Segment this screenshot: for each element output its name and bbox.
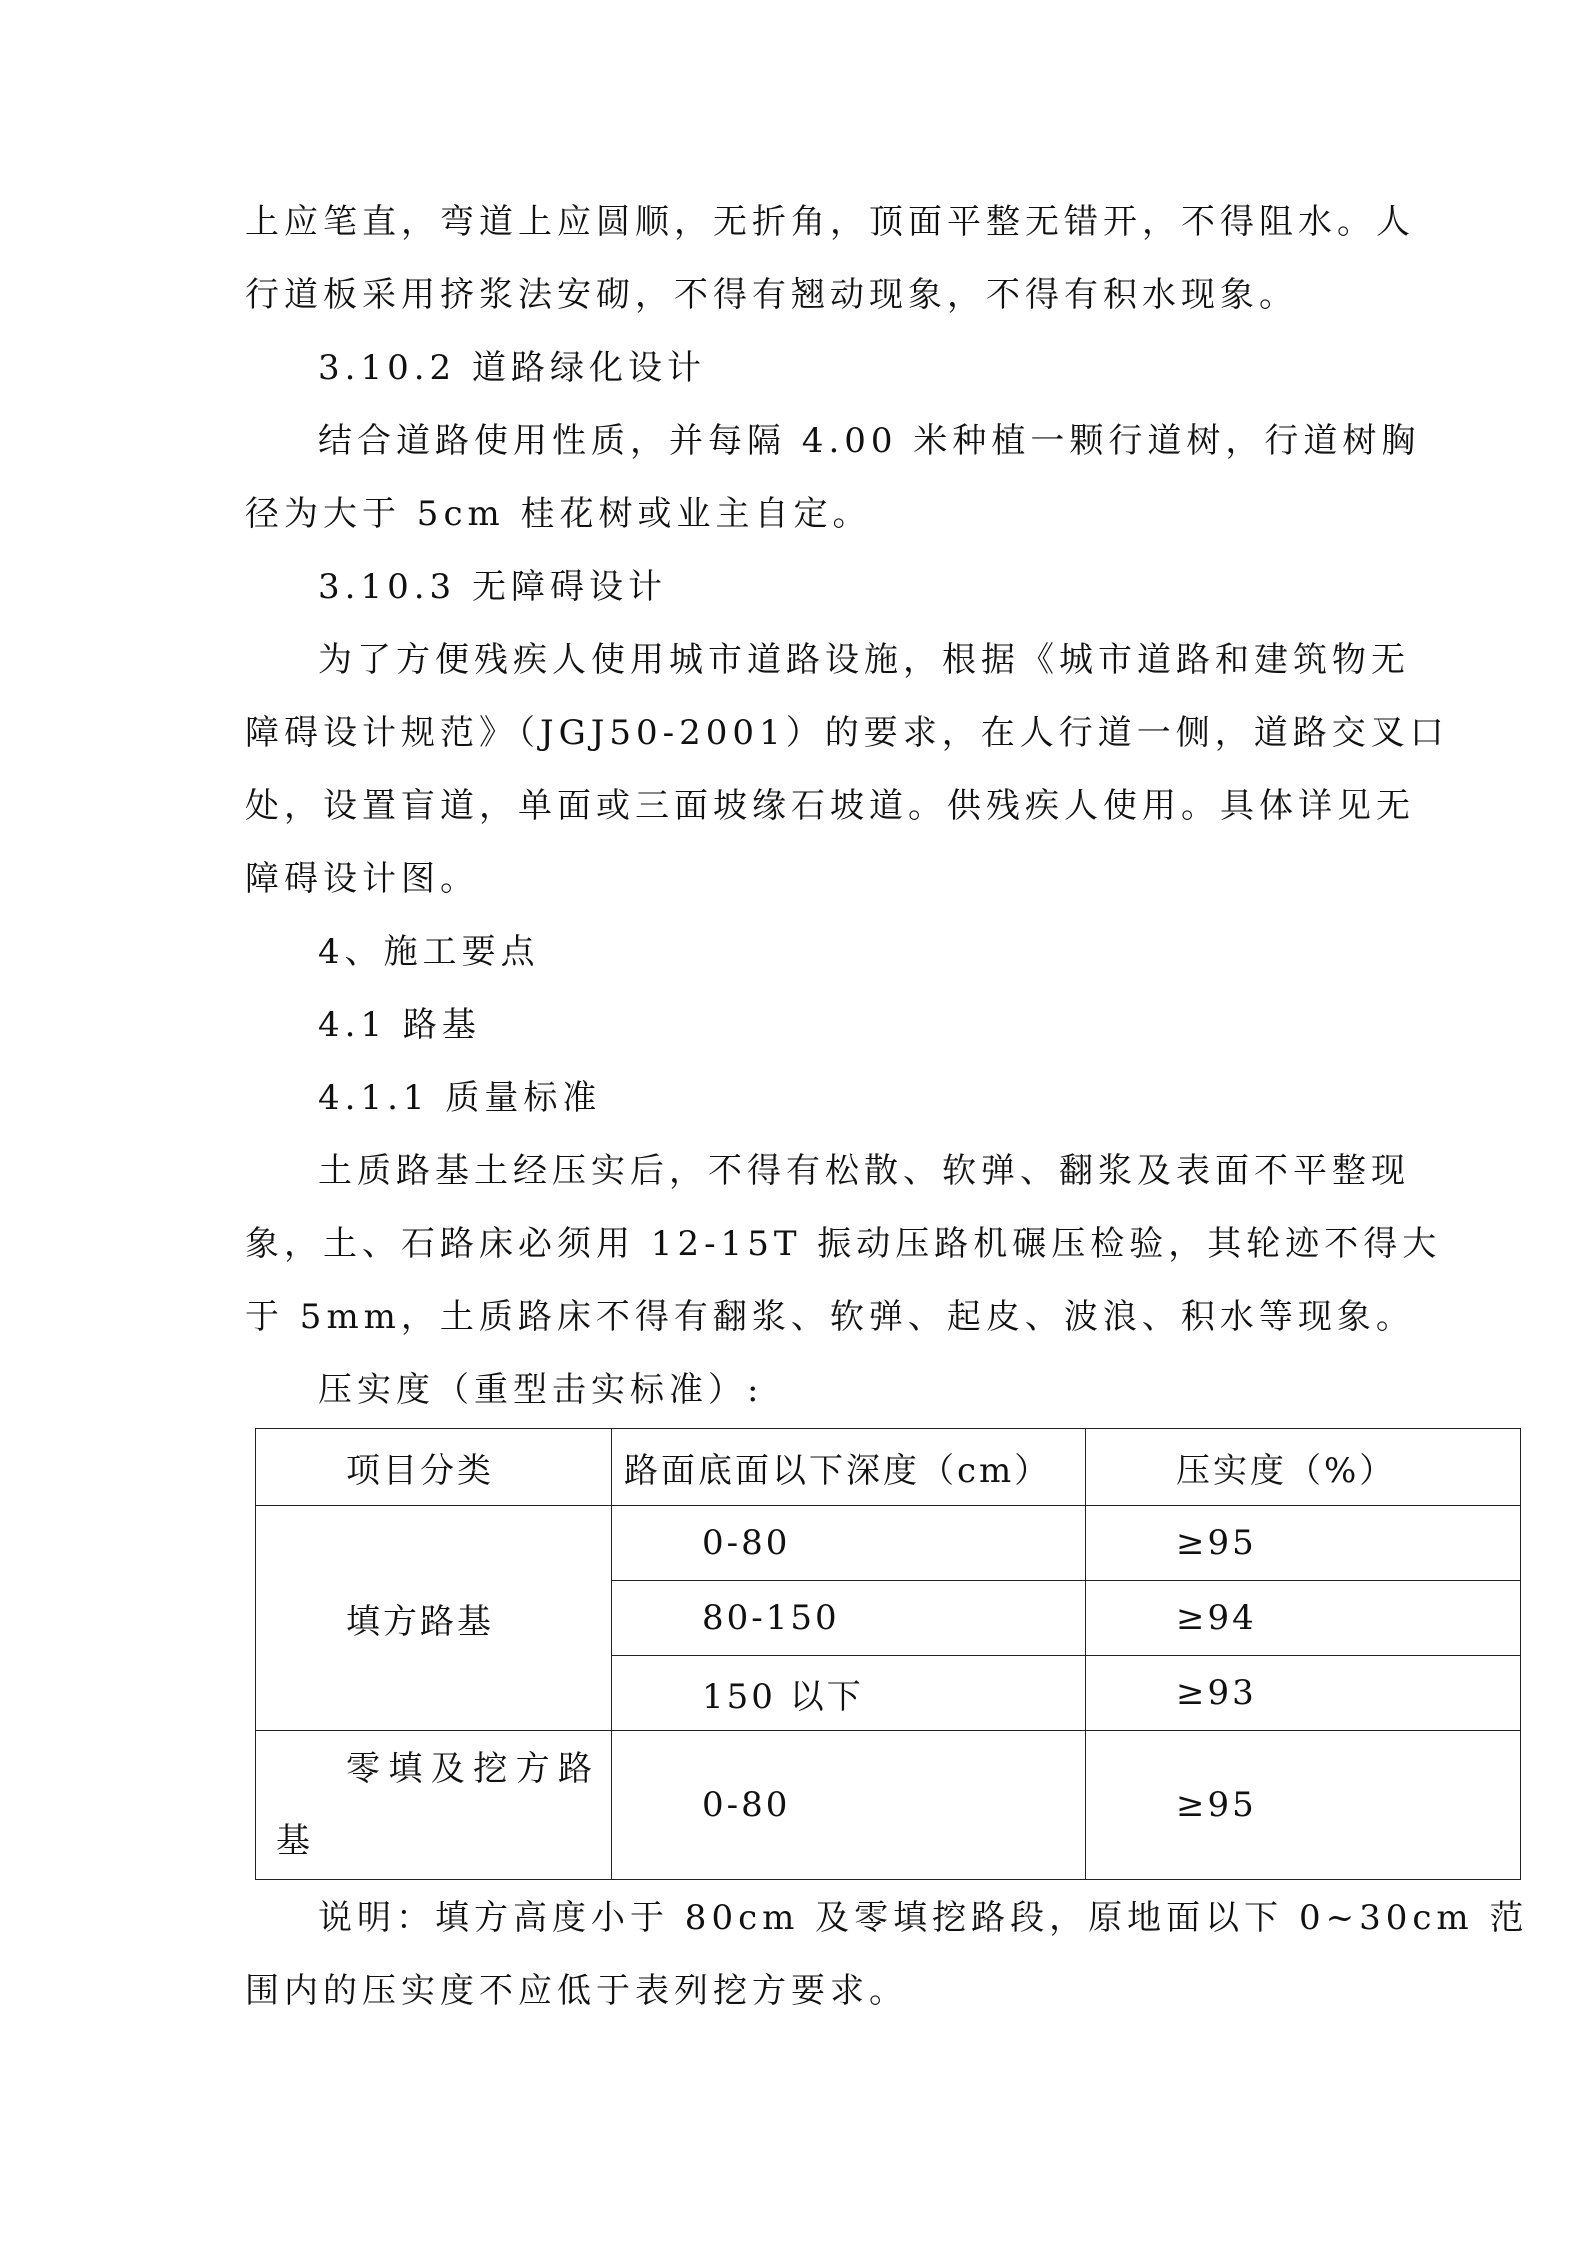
header-category: 项目分类 <box>256 1429 612 1506</box>
category-line-2: 基 <box>276 1821 313 1861</box>
category-fill-subgrade: 填方路基 <box>256 1506 612 1731</box>
compaction-cell: ≥93 <box>1086 1656 1521 1731</box>
table-header-row <box>256 1429 1521 1506</box>
body-text-line: 结合道路使用性质，并每隔 4.00 米种植一颗行道树，行道树胸 <box>318 421 1421 461</box>
table-caption: 压实度（重型击实标准）: <box>318 1370 764 1410</box>
body-text-line: 象，土、石路床必须用 12-15T 振动压路机碾压检验，其轮迹不得大 <box>245 1224 1442 1264</box>
body-text-line: 行道板采用挤浆法安砌，不得有翘动现象，不得有积水现象。 <box>245 275 1298 315</box>
body-text-line: 处，设置盲道，单面或三面坡缘石坡道。供残疾人使用。具体详见无 <box>245 786 1415 826</box>
category-zero-fill-cut-subgrade <box>256 1731 612 1880</box>
category-line-1: 零填及挖方路 <box>346 1749 595 1789</box>
section-heading-4: 4、施工要点 <box>318 932 540 972</box>
depth-cell: 80-150 <box>612 1581 1086 1656</box>
header-compaction: 压实度（%） <box>1086 1429 1521 1506</box>
depth-cell: 0-80 <box>612 1731 1086 1880</box>
body-text-line: 障碍设计图。 <box>245 859 479 899</box>
table-row <box>256 1731 1521 1880</box>
depth-cell: 150 以下 <box>612 1656 1086 1731</box>
compaction-cell: ≥94 <box>1086 1581 1521 1656</box>
compaction-table <box>255 1428 1521 1880</box>
body-text-line: 径为大于 5cm 桂花树或业主自定。 <box>245 494 872 534</box>
body-text-line: 土质路基土经压实后，不得有松散、软弹、翻浆及表面不平整现 <box>318 1151 1410 1191</box>
body-text-line: 于 5mm，土质路床不得有翻浆、软弹、起皮、波浪、积水等现象。 <box>245 1297 1415 1337</box>
table-note: 围内的压实度不应低于表列挖方要求。 <box>245 1971 908 2011</box>
body-text-line: 为了方便残疾人使用城市道路设施，根据《城市道路和建筑物无 <box>318 640 1410 680</box>
section-heading-3-10-2: 3.10.2 道路绿化设计 <box>318 348 706 388</box>
header-depth: 路面底面以下深度（cm） <box>612 1429 1086 1506</box>
table-note: 说明：填方高度小于 80cm 及零填挖路段，原地面以下 0~30cm 范 <box>318 1898 1529 1938</box>
body-text-line: 上应笔直，弯道上应圆顺，无折角，顶面平整无错开，不得阻水。人 <box>245 202 1415 242</box>
table-row <box>256 1506 1521 1581</box>
body-text-line: 障碍设计规范》（JGJ50-2001）的要求，在人行道一侧，道路交叉口 <box>245 713 1449 753</box>
compaction-cell: ≥95 <box>1086 1731 1521 1880</box>
section-heading-4-1-1: 4.1.1 质量标准 <box>318 1078 602 1118</box>
depth-cell: 0-80 <box>612 1506 1086 1581</box>
section-heading-3-10-3: 3.10.3 无障碍设计 <box>318 567 667 607</box>
compaction-cell: ≥95 <box>1086 1506 1521 1581</box>
section-heading-4-1: 4.1 路基 <box>318 1005 481 1045</box>
